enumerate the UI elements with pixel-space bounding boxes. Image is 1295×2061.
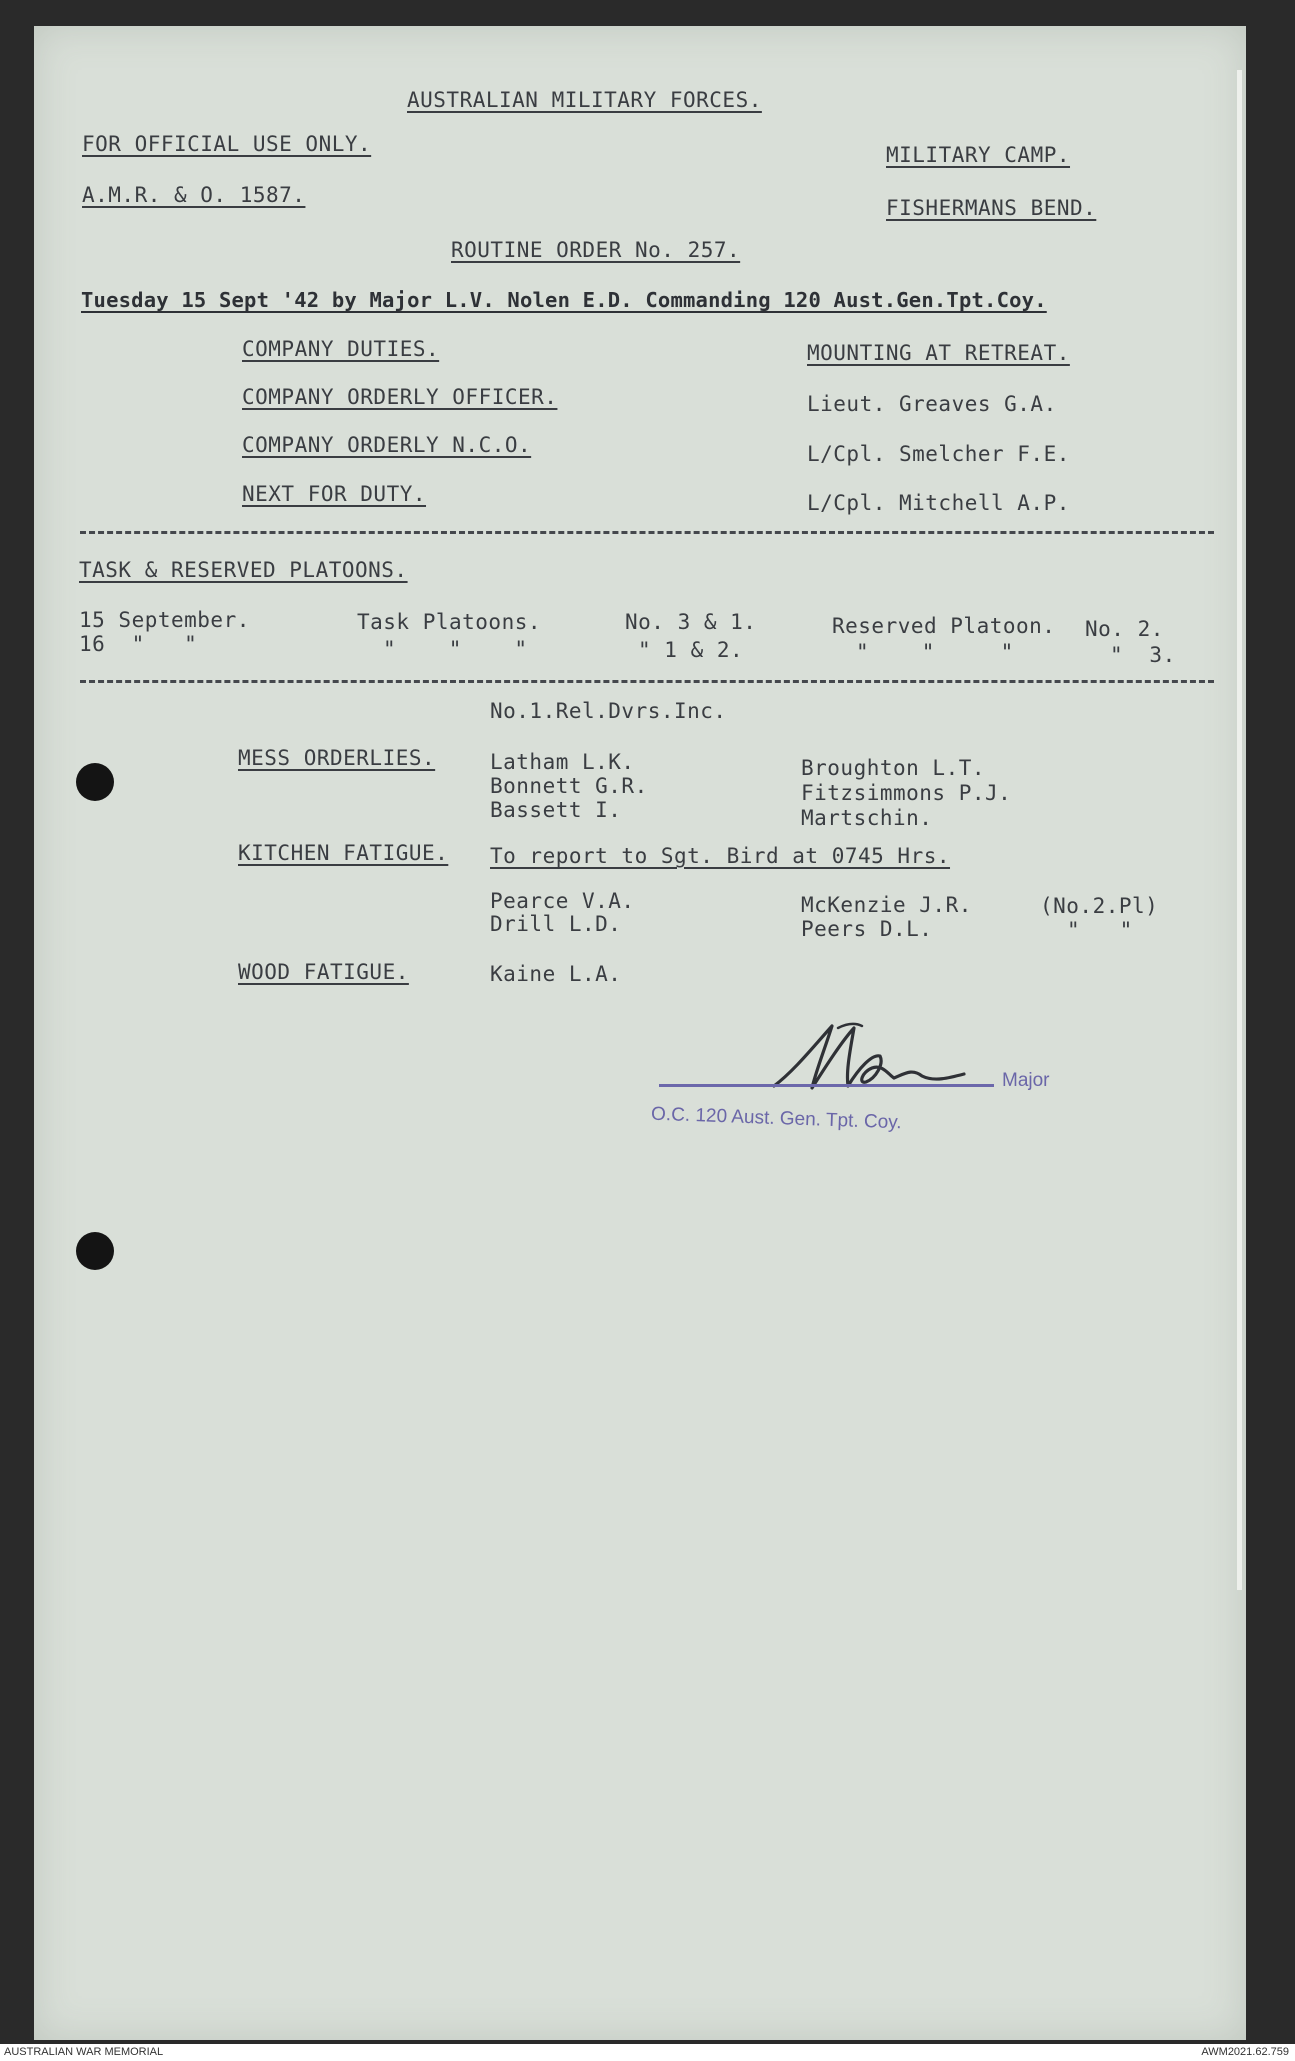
mess-orderlies-heading: MESS ORDERLIES. bbox=[238, 746, 436, 770]
next-for-duty-label: NEXT FOR DUTY. bbox=[242, 482, 427, 506]
mess-orderly: Broughton L.T. bbox=[801, 756, 986, 780]
row1-reserved-label: Reserved Platoon. bbox=[832, 614, 1056, 638]
dashed-divider bbox=[80, 680, 1214, 683]
mess-orderly: Bonnett G.R. bbox=[490, 774, 648, 798]
handwritten-signature bbox=[754, 1016, 984, 1106]
orderly-nco-name: L/Cpl. Smelcher F.E. bbox=[807, 442, 1070, 466]
unit-stamp: O.C. 120 Aust. Gen. Tpt. Coy. bbox=[650, 1103, 902, 1134]
signature-rank: Major bbox=[1002, 1070, 1050, 1091]
row2-task-label: " " " bbox=[383, 637, 528, 661]
camp-label: MILITARY CAMP. bbox=[886, 143, 1071, 167]
archive-footer bbox=[0, 2044, 1295, 2061]
mess-orderly: Bassett I. bbox=[490, 798, 622, 822]
kitchen-fatigue-name: Peers D.L. bbox=[801, 917, 933, 941]
kitchen-platoon-note: (No.2.Pl) bbox=[1040, 894, 1159, 918]
kitchen-fatigue-name: Drill L.D. bbox=[490, 912, 622, 936]
punch-hole bbox=[76, 763, 114, 801]
camp-location: FISHERMANS BEND. bbox=[886, 196, 1097, 220]
row1-reserved-platoon: No. 2. bbox=[1085, 617, 1164, 641]
next-for-duty-name: L/Cpl. Mitchell A.P. bbox=[807, 491, 1070, 515]
kitchen-platoon-note: " " bbox=[1067, 918, 1133, 942]
row2-reserved-label: " " " bbox=[856, 640, 1014, 664]
platoons-heading: TASK & RESERVED PLATOONS. bbox=[79, 558, 408, 582]
document-sheet bbox=[34, 26, 1246, 2040]
mess-orderly: Latham L.K. bbox=[490, 750, 635, 774]
orderly-nco-label: COMPANY ORDERLY N.C.O. bbox=[242, 433, 532, 457]
row2-reserved-platoon: " 3. bbox=[1110, 643, 1176, 667]
signature-line bbox=[659, 1084, 994, 1087]
kitchen-fatigue-heading: KITCHEN FATIGUE. bbox=[238, 841, 449, 865]
footer-institution: AUSTRALIAN WAR MEMORIAL bbox=[4, 2046, 164, 2058]
row1-date: 15 September. bbox=[79, 608, 250, 632]
mounting-at-retreat-heading: MOUNTING AT RETREAT. bbox=[807, 341, 1070, 365]
official-use-label: FOR OFFICIAL USE ONLY. bbox=[82, 132, 372, 156]
wood-fatigue-heading: WOOD FATIGUE. bbox=[238, 960, 409, 984]
amr-reference: A.M.R. & O. 1587. bbox=[82, 183, 306, 207]
row2-task-platoons: " 1 & 2. bbox=[638, 638, 744, 662]
mess-orderly: Fitzsimmons P.J. bbox=[801, 781, 1012, 805]
orderly-officer-name: Lieut. Greaves G.A. bbox=[807, 392, 1057, 416]
dashed-divider bbox=[80, 531, 1214, 534]
row1-task-label: Task Platoons. bbox=[357, 610, 542, 634]
relief-drivers-note: No.1.Rel.Dvrs.Inc. bbox=[490, 699, 727, 723]
punch-hole bbox=[76, 1232, 114, 1270]
row1-task-platoons: No. 3 & 1. bbox=[625, 610, 757, 634]
orderly-officer-label: COMPANY ORDERLY OFFICER. bbox=[242, 385, 558, 409]
kitchen-fatigue-name: McKenzie J.R. bbox=[801, 893, 972, 917]
routine-order-number: ROUTINE ORDER No. 257. bbox=[451, 238, 741, 262]
company-duties-heading: COMPANY DUTIES. bbox=[242, 337, 440, 361]
mess-orderly: Martschin. bbox=[801, 806, 933, 830]
kitchen-report-note: To report to Sgt. Bird at 0745 Hrs. bbox=[490, 844, 951, 868]
issued-by-line: Tuesday 15 Sept '42 by Major L.V. Nolen E.D. Commanding 120 Aust.Gen.Tpt.Coy. bbox=[81, 288, 1047, 312]
kitchen-fatigue-name: Pearce V.A. bbox=[490, 889, 635, 913]
wood-fatigue-name: Kaine L.A. bbox=[490, 962, 622, 986]
footer-accession-number: AWM2021.62.759 bbox=[1201, 2046, 1289, 2058]
row2-date: 16 " " bbox=[79, 632, 198, 656]
doc-title: AUSTRALIAN MILITARY FORCES. bbox=[407, 88, 762, 112]
paper-edge bbox=[1237, 70, 1242, 1590]
